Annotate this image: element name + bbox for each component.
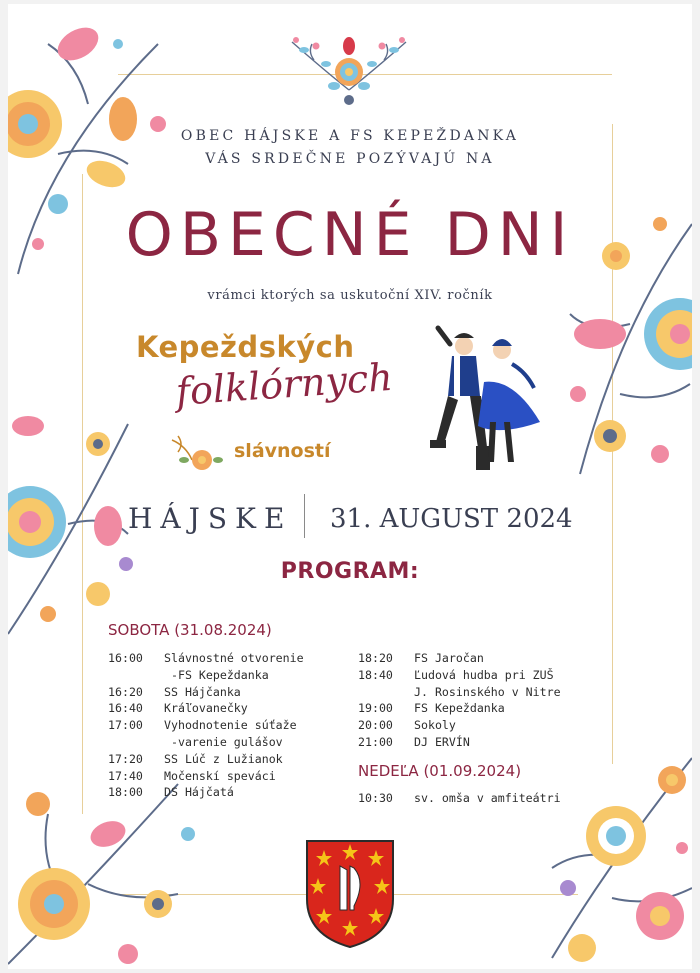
schedule-time — [358, 684, 414, 701]
schedule-act: -varenie gulášov — [164, 734, 283, 749]
place-name: HÁJSKE — [128, 502, 293, 535]
place-date-divider — [304, 494, 305, 538]
schedule-row — [358, 717, 561, 734]
festival-line-1: Kepeždských — [136, 330, 355, 364]
schedule-row — [358, 684, 561, 701]
left-flower-ornament-icon — [8, 404, 138, 644]
schedule-time: 17:20 — [108, 751, 143, 766]
schedule-act: sv. omša v amfiteátri — [414, 791, 561, 805]
schedule-time: 17:00 — [108, 718, 143, 733]
schedule-act: Kráľovanečky — [164, 701, 248, 716]
folk-dancers-icon — [424, 322, 544, 474]
schedule-act: J. Rosinského v Nitre — [414, 684, 561, 699]
schedule-row — [108, 667, 304, 684]
schedule-row — [108, 700, 304, 717]
schedule-row — [108, 768, 304, 785]
schedule-row — [358, 700, 561, 717]
subtitle: vrámci ktorých sa uskutoční XIV. ročník — [207, 288, 493, 303]
title-word-1: OBECNÉ — [125, 200, 419, 270]
schedule-time: 16:00 — [108, 651, 143, 665]
schedule-time: 20:00 — [358, 718, 393, 733]
sunday-schedule — [358, 790, 561, 807]
schedule-row — [108, 784, 304, 801]
schedule-row — [108, 751, 304, 768]
schedule-act: -FS Kepeždanka — [164, 667, 269, 682]
festival-line-3: slávností — [234, 440, 331, 462]
schedule-act: DS Hájčatá — [164, 785, 234, 800]
schedule-time: 16:40 — [108, 701, 143, 716]
schedule-time: 10:30 — [358, 791, 393, 805]
schedule-row — [108, 734, 304, 751]
schedule-row — [108, 717, 304, 734]
schedule-act: Vyhodnotenie súťaže — [164, 718, 297, 733]
invitation-line-1: OBEC HÁJSKE A FS KEPEŽDANKA — [180, 128, 520, 144]
small-flower-icon — [170, 434, 226, 474]
schedule-act: Sokoly — [414, 718, 456, 733]
schedule-act: Močenskí speváci — [164, 768, 276, 783]
title-word-2: DNI — [444, 200, 575, 270]
schedule-time: 17:40 — [108, 768, 143, 783]
saturday-schedule-left — [108, 650, 304, 801]
schedule-act: Ľudová hudba pri ZUŠ — [414, 667, 554, 682]
program-heading: PROGRAM: — [280, 559, 420, 584]
sunday-label: NEDEĽA (01.09.2024) — [358, 762, 522, 780]
main-title — [8, 200, 692, 270]
schedule-time — [108, 667, 164, 684]
schedule-time: 18:40 — [358, 667, 393, 682]
schedule-time: 18:20 — [358, 651, 393, 665]
saturday-schedule-right — [358, 650, 561, 751]
schedule-row — [108, 684, 304, 701]
bottom-right-flower-ornament-icon — [542, 748, 692, 969]
festival-line-2: folklórnych — [174, 354, 395, 414]
schedule-row — [358, 734, 561, 751]
schedule-time: 21:00 — [358, 734, 393, 749]
schedule-act: SS Hájčanka — [164, 684, 241, 699]
schedule-row — [108, 650, 304, 667]
schedule-act: FS Jaročan — [414, 651, 484, 665]
poster — [8, 4, 692, 969]
schedule-time: 19:00 — [358, 701, 393, 716]
event-date: 31. AUGUST 2024 — [330, 504, 573, 534]
top-flower-ornament-icon — [284, 30, 414, 110]
coat-of-arms-icon — [304, 838, 396, 950]
schedule-time — [108, 734, 164, 751]
schedule-time: 16:20 — [108, 684, 143, 699]
schedule-act: SS Lúč z Lužianok — [164, 751, 283, 766]
schedule-act: FS Kepeždanka — [414, 701, 505, 716]
schedule-row — [358, 790, 561, 807]
schedule-act: Slávnostné otvorenie — [164, 651, 304, 665]
schedule-row — [358, 650, 561, 667]
saturday-label: SOBOTA (31.08.2024) — [108, 621, 272, 639]
schedule-row — [358, 667, 561, 684]
schedule-time: 18:00 — [108, 785, 143, 800]
invitation-line-2: VÁS SRDEČNE POZÝVAJÚ NA — [205, 151, 495, 167]
schedule-act: DJ ERVÍN — [414, 734, 470, 749]
